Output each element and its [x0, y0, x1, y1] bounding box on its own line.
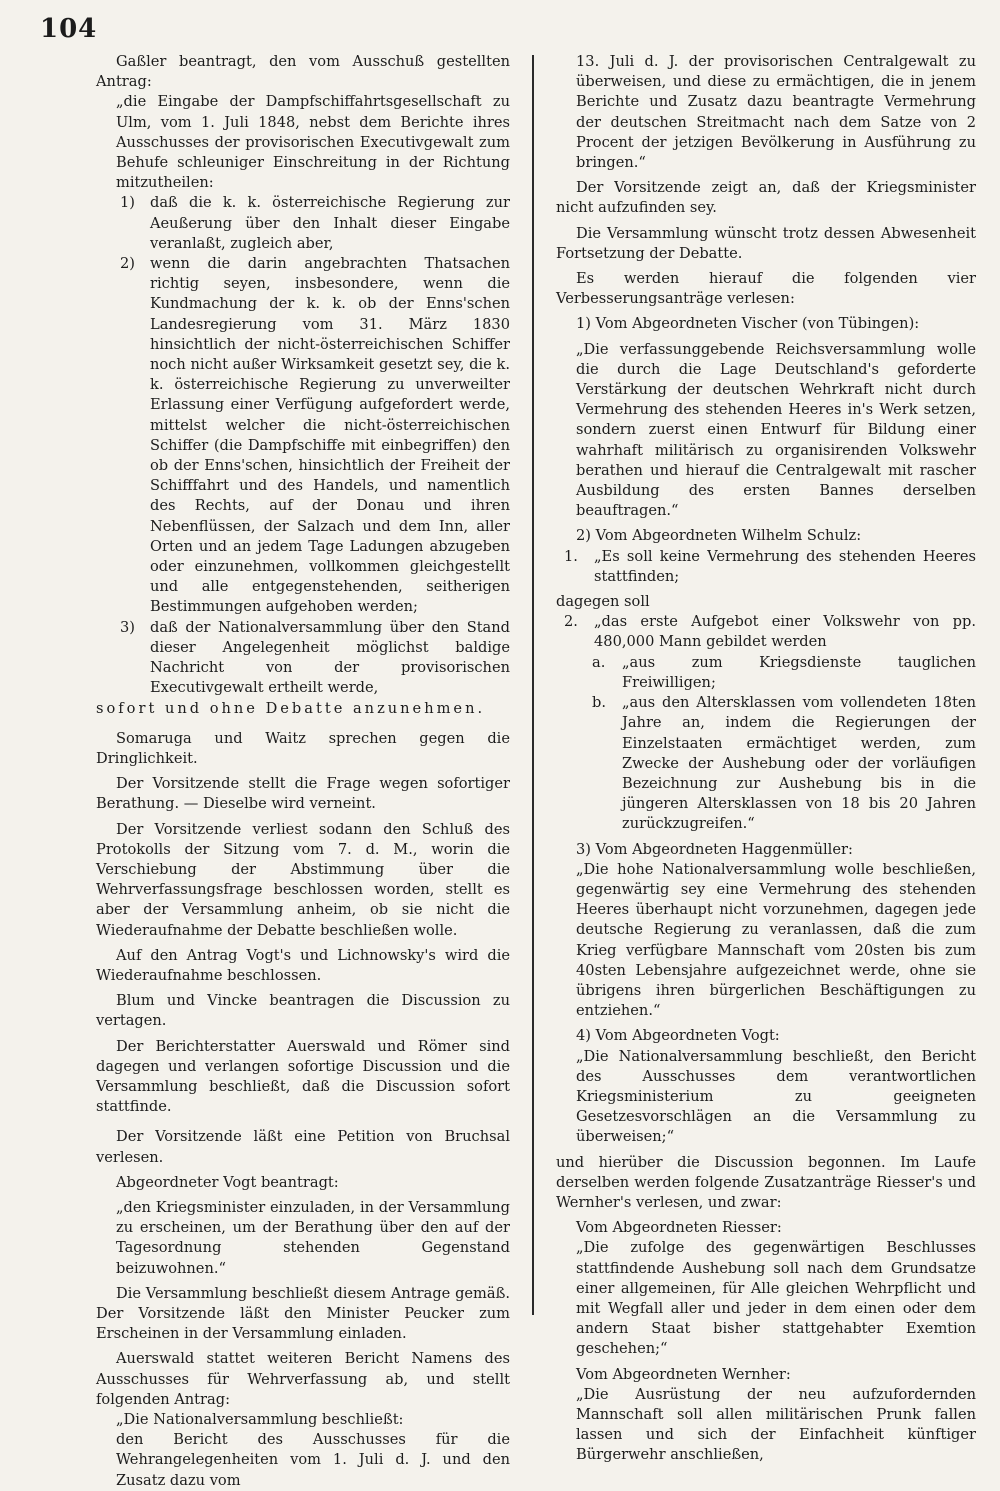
amendment-heading: 3) Vom Abgeordneten Haggenmüller: — [576, 840, 853, 858]
quoted-motion: 13. Juli d. J. der provisorischen Centralgewalt zu überweisen, und diese zu ermächtigen, die in jenem Berichte und Zusatz dazu beantragte Vermehrung der deutschen Streitmacht nach dem Satze von 2 Procent der jetzigen Bevölkerung in Ausführung zu bringen.“ — [576, 53, 976, 172]
list-number: 1) — [120, 194, 135, 212]
paragraph: Die Versammlung wünscht trotz dessen Abwesenheit Fortsetzung der Debatte. — [556, 224, 976, 262]
list-item — [120, 618, 510, 699]
paragraph: Blum und Vincke beantragen die Discussion zu vertagen. — [96, 992, 510, 1030]
paragraph: Der Vorsitzende läßt eine Petition von Bruchsal verlesen. — [96, 1128, 510, 1166]
list-number: 1. — [564, 547, 578, 565]
right-column — [556, 52, 976, 1464]
list-item — [564, 612, 976, 652]
list-item — [564, 547, 976, 587]
list-number: a. — [592, 653, 606, 671]
page-number: 104 — [40, 14, 98, 44]
list-text: „das erste Aufgebot einer Volkswehr von pp. 480,000 Mann gebildet werden — [594, 613, 976, 651]
quoted-motion: „Die verfassunggebende Reichsversammlung wolle die durch die Lage Deutschland's geforderte Verstärkung der deutschen Wehrkraft nicht durch Vermehrung des stehenden Heeres in's Werk setzen, sondern zuerst einen Entwurf für Bildung einer wahrhaft militärisch zu organisirenden Volkswehr berathen und hierauf die Centralgewalt mit rascher Ausbildung des ersten Bannes derselben beauftragen.“ — [576, 340, 976, 520]
amendment-heading: 1) Vom Abgeordneten Vischer (von Tübingen): — [576, 315, 920, 333]
quoted-motion: „Die Nationalversammlung beschließt: — [116, 1411, 404, 1428]
list-item — [592, 653, 976, 693]
quoted-motion: „die Eingabe der Dampfschiffahrtsgesellschaft zu Ulm, vom 1. Juli 1848, nebst dem Berichte ihres Ausschusses der provisorischen Executivgewalt zum Behufe schleuniger Einschreitung in der Richtung mitzutheilen: — [116, 93, 510, 192]
paragraph: und hierüber die Discussion begonnen. Im Laufe derselben werden folgende Zusatzanträge Riesser's und Wernher's verlesen, und zwar: — [556, 1153, 976, 1211]
quoted-motion: „Die hohe Nationalversammlung wolle beschließen, gegenwärtig sey eine Vermehrung des stehenden Heeres überhaupt nicht vorzunehmen, dagegen jede deutsche Regierung zu veranlassen, daß die zum Krieg verfügbare Mannschaft vom 20sten bis zum 40sten Lebensjahre aufgezeichnet werde, ohne sie übrigens ihren bürgerlichen Beschäftigungen zu entziehen.“ — [576, 860, 976, 1020]
paragraph: Der Vorsitzende zeigt an, daß der Kriegsminister nicht aufzufinden sey. — [556, 179, 976, 217]
list-text: wenn die darin angebrachten Thatsachen richtig seyen, insbesondere, wenn die Kundmachung der k. k. ob der Enns'schen Landesregierung vom 31. März 1830 hinsichtlich der nicht-österreichischen Schiffer noch nicht außer Wirksamkeit gesetzt sey, die k. k. österreichische Regierung zu unverweilter Erlassung einer Verfügung aufgefordert werde, mittelst welcher die nicht-österreichischen Schiffer (die Dampfschiffe mit einbegriffen) den ob der Enns'schen, hinsichtlich der Freiheit der Schifffahrt und des Handels, und namentlich des Rechts, auf der Donau und ihren Nebenflüssen, der Salzach und dem Inn, aller Orten und an jedem Tage Ladungen abzugeben oder einzunehmen, vollkommen gleichgestellt und alle entgegenstehenden, seitherigen Bestimmungen aufgehoben werden; — [150, 255, 510, 616]
list-text: „Es soll keine Vermehrung des stehenden Heeres stattfinden; — [594, 547, 976, 585]
list-text: „aus zum Kriegsdienste tauglichen Freiwilligen; — [622, 653, 976, 691]
list-number: 2) — [120, 255, 135, 273]
left-column — [96, 52, 510, 1489]
list-number: 2. — [564, 613, 578, 631]
paragraph: Somaruga und Waitz sprechen gegen die Dringlichkeit. — [96, 729, 510, 767]
amendment-heading: 4) Vom Abgeordneten Vogt: — [576, 1027, 780, 1045]
list-number: b. — [592, 694, 606, 712]
list-text: daß der Nationalversammlung über den Stand dieser Angelegenheit möglichst baldige Nachricht von der provisorischen Executivgewalt ertheilt werde, — [150, 618, 510, 697]
paragraph: Auerswald stattet weiteren Bericht Namens des Ausschusses für Wehrverfassung ab, und stellt folgenden Antrag: — [96, 1350, 510, 1408]
paragraph: Der Vorsitzende verliest sodann den Schluß des Protokolls der Sitzung vom 7. d. M., worin die Verschiebung der Abstimmung über die Wehrverfassungsfrage beschlossen worden, stellt es aber der Versammlung anheim, ob sie nicht die Wiederaufnahme der Debatte beschließen wolle. — [96, 820, 510, 939]
paragraph: Gaßler beantragt, den vom Ausschuß gestellten Antrag: — [96, 53, 510, 91]
list-number: 3) — [120, 618, 135, 636]
paragraph: sofort und ohne Debatte anzunehmen. — [96, 699, 486, 717]
list-text: „aus den Altersklassen vom vollendeten 18ten Jahre an, indem die Regierungen der Einzelstaaten ermächtiget werden, zum Zwecke der Aushebung oder der vorläufigen Bezeichnung zur Aushebung bis in die jüngeren Altersklassen von 18 bis 20 Jahren zurückzugreifen.“ — [622, 694, 976, 833]
list-item — [120, 254, 510, 618]
quoted-motion: den Bericht des Ausschusses für die Wehrangelegenheiten vom 1. Juli d. J. und den Zusatz dazu vom — [116, 1431, 510, 1489]
amendment-heading: Vom Abgeordneten Wernher: — [576, 1365, 791, 1383]
paragraph: Der Berichterstatter Auerswald und Römer sind dagegen und verlangen sofortige Discussion und die Versammlung beschließt, daß die Discussion sofort stattfinde. — [96, 1037, 510, 1116]
column-divider — [532, 55, 534, 1315]
paragraph: Abgeordneter Vogt beantragt: — [116, 1173, 339, 1191]
paragraph: dagegen soll — [556, 593, 650, 611]
paragraph: Auf den Antrag Vogt's und Lichnowsky's wird die Wiederaufnahme beschlossen. — [96, 946, 510, 984]
amendment-heading: Vom Abgeordneten Riesser: — [576, 1219, 782, 1237]
list-item — [120, 193, 510, 254]
quoted-motion: „Die Ausrüstung der neu aufzufordernden Mannschaft soll allen militärischen Prunk fallen lassen und sich der Einfachheit künftiger Bürgerwehr anschließen, — [576, 1385, 976, 1464]
amendment-heading: 2) Vom Abgeordneten Wilhelm Schulz: — [576, 527, 862, 545]
list-item — [592, 693, 976, 834]
list-text: daß die k. k. österreichische Regierung zur Aeußerung über den Inhalt dieser Eingabe veranlaßt, zugleich aber, — [150, 194, 510, 252]
quoted-motion: „den Kriegsminister einzuladen, in der Versammlung zu erscheinen, um der Berathung über den auf der Tagesordnung stehenden Gegenstand beizuwohnen.“ — [116, 1198, 510, 1277]
paragraph: Die Versammlung beschließt diesem Antrage gemäß. Der Vorsitzende läßt den Minister Peucker zum Erscheinen in der Versammlung einladen. — [96, 1284, 510, 1343]
paragraph: Der Vorsitzende stellt die Frage wegen sofortiger Berathung. — Dieselbe wird verneint. — [96, 775, 510, 813]
quoted-motion: „Die zufolge des gegenwärtigen Beschlusses stattfindende Aushebung soll nach dem Grundsatze einer allgemeinen, für Alle gleichen Wehrpflicht und mit Wegfall aller und jeder in dem einen oder dem andern Staat bisher stattgehabter Exemtion geschehen;“ — [576, 1239, 976, 1358]
paragraph: Es werden hierauf die folgenden vier Verbesserungsanträge verlesen: — [556, 270, 976, 308]
quoted-motion: „Die Nationalversammlung beschließt, den Bericht des Ausschusses dem verantwortlichen Kriegsministerium zu geeigneten Gesetzesvorschlägen an die Versammlung zu überweisen;“ — [576, 1047, 976, 1146]
